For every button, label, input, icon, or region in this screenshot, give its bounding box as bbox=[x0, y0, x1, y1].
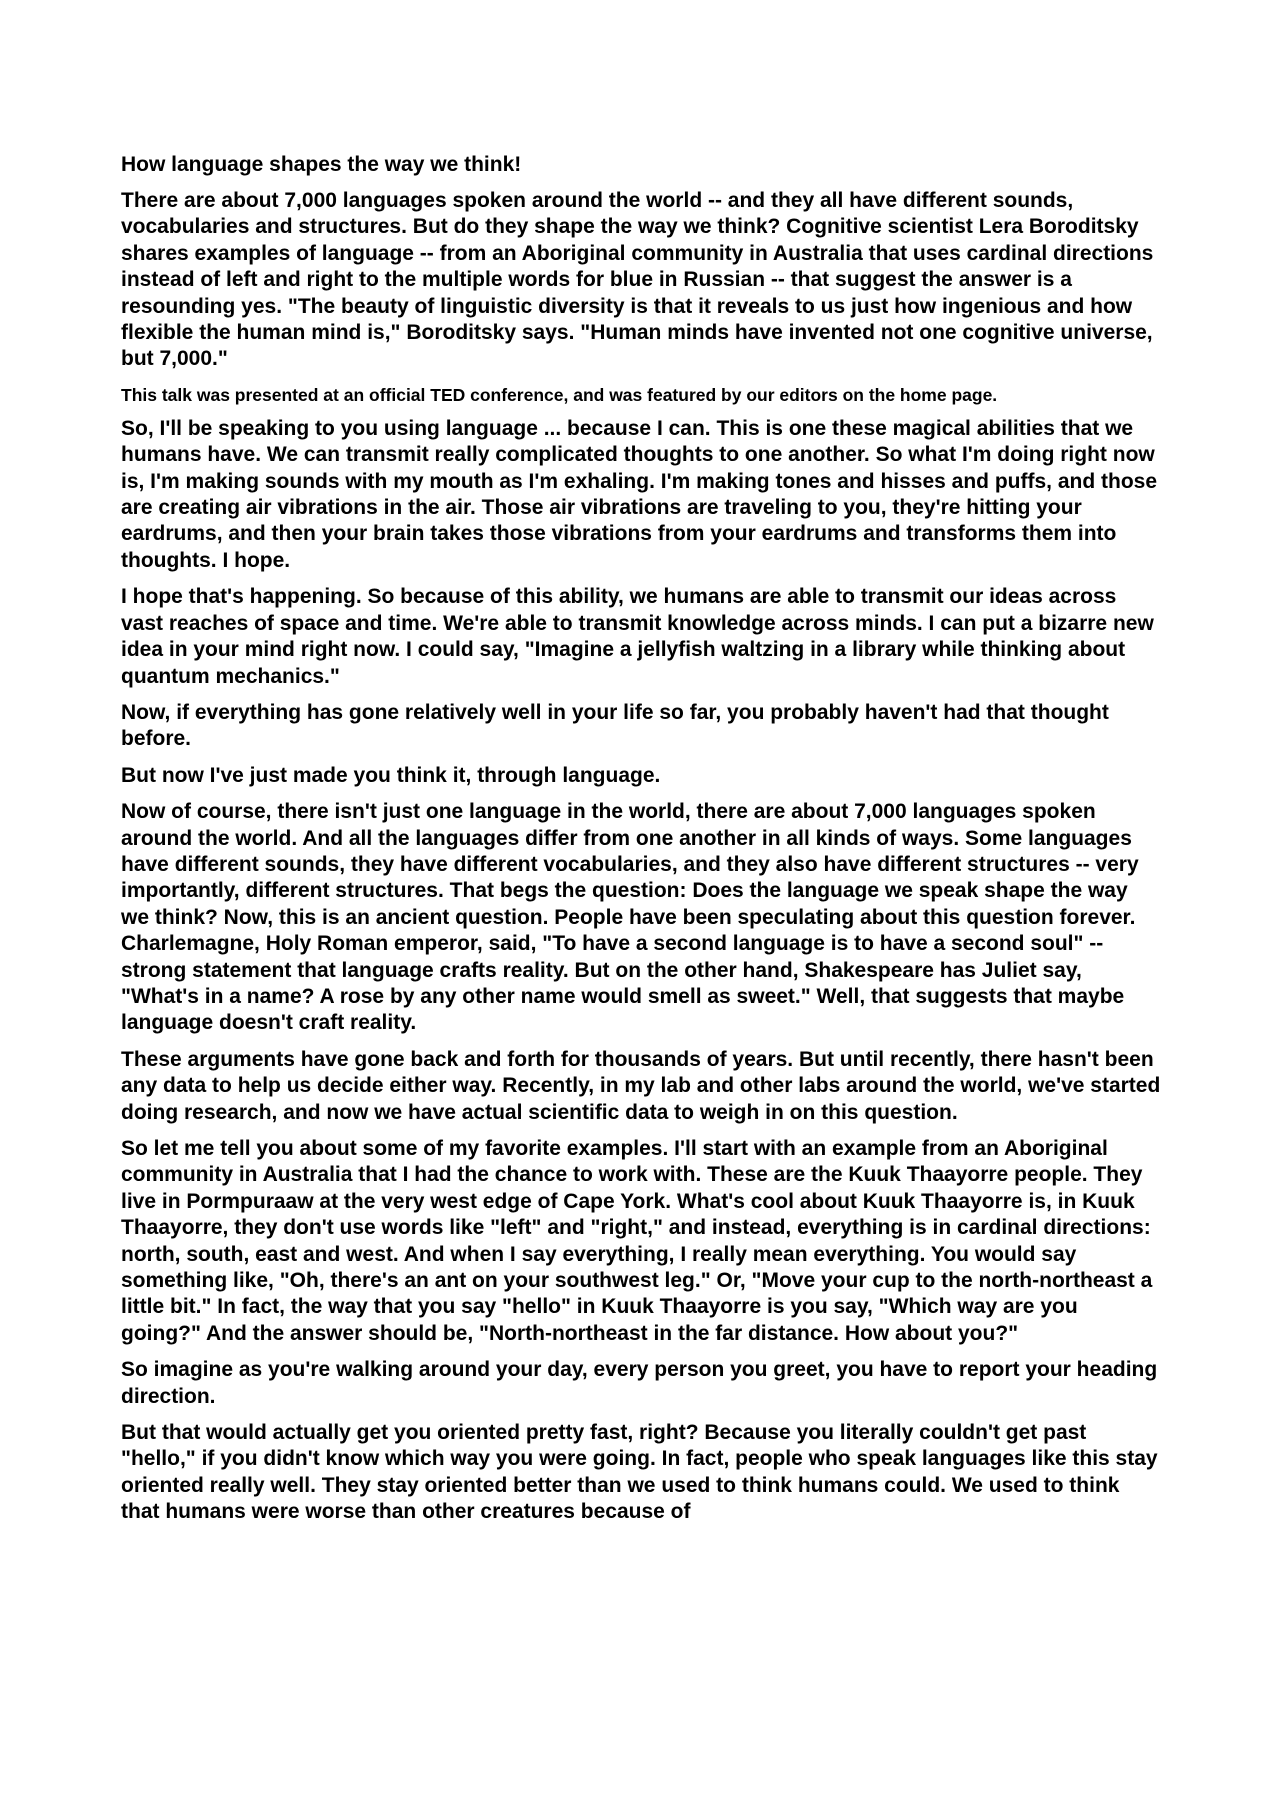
document-page bbox=[121, 151, 1161, 1536]
paragraph: So let me tell you about some of my favorite examples. I'll start with an example from an Aboriginal community in Australia that I had the chance to work with. These are the Kuuk Thaayorre people. They live in Pormpuraaw at the very west edge of Cape York. What's cool about Kuuk Thaayorre is, in Kuuk Thaayorre, they don't use words like "left" and "right," and instead, everything is in cardinal directions: north, south, east and west. And when I say everything, I really mean everything. You would say something like, "Oh, there's an ant on your southwest leg." Or, "Move your cup to the north-northeast a little bit." In fact, the way that you say "hello" in Kuuk Thaayorre is you say, "Which way are you going?" And the answer should be, "North-northeast in the far distance. How about you?" bbox=[121, 1137, 1153, 1345]
paragraph: I hope that's happening. So because of this ability, we humans are able to transmit our ideas across vast reaches of space and time. We're able to transmit knowledge across minds. I can put a bizarre new idea in your mind right now. I could say, "Imagine a jellyfish waltzing in a library while thinking about quantum mechanics." bbox=[121, 585, 1154, 688]
ted-note: This talk was presented at an official TED conference, and was featured by our editors on the home page. bbox=[121, 384, 998, 405]
paragraph: These arguments have gone back and forth for thousands of years. But until recently, there hasn't been any data to help us decide either way. Recently, in my lab and other labs around the world, we've started doing research, and now we have actual scientific data to weigh in on this question. bbox=[121, 1047, 1161, 1124]
paragraph: So imagine as you're walking around your day, every person you greet, you have to report your heading direction. bbox=[121, 1358, 1158, 1408]
document-title: How language shapes the way we think! bbox=[121, 153, 522, 176]
paragraph: Now of course, there isn't just one language in the world, there are about 7,000 languages spoken around the world. And all the languages differ from one another in all kinds of ways. Some languages have different sounds, they have different vocabularies, and they also have different structures -- very importantly, different structures. That begs the question: Does the language we speak shape the way we think? Now, this is an ancient question. People have been speculating about this question forever. Charlemagne, Holy Roman emperor, said, "To have a second language is to have a second soul" -- strong statement that language crafts reality. But on the other hand, Shakespeare has Juliet say, "What's in a name? A rose by any other name would smell as sweet." Well, that suggests that maybe language doesn't craft reality. bbox=[121, 800, 1139, 1035]
paragraph: So, I'll be speaking to you using language ... because I can. This is one these magical abilities that we humans have. We can transmit really complicated thoughts to one another. So what I'm doing right now is, I'm making sounds with my mouth as I'm exhaling. I'm making tones and hisses and puffs, and those are creating air vibrations in the air. Those air vibrations are traveling to you, they're hitting your eardrums, and then your brain takes those vibrations from your eardrums and transforms them into thoughts. I hope. bbox=[121, 416, 1158, 572]
paragraph: But now I've just made you think it, through language. bbox=[121, 763, 661, 787]
paragraph: Now, if everything has gone relatively well in your life so far, you probably haven't had that thought before. bbox=[121, 700, 1109, 751]
paragraph: But that would actually get you oriented pretty fast, right? Because you literally couldn't get past "hello," if you didn't know which way you were going. In fact, people who speak languages like this stay oriented really well. They stay oriented better than we used to think humans could. We used to think that humans were worse than other creatures because of bbox=[121, 1421, 1158, 1524]
talk-summary: There are about 7,000 languages spoken around the world -- and they all have different sounds, vocabularies and structures. But do they shape the way we think? Cognitive scientist Lera Boroditsky shares examples of language -- from an Aboriginal community in Australia that uses cardinal directions instead of left and right to the multiple words for blue in Russian -- that suggest the answer is a resounding yes. "The beauty of linguistic diversity is that it reveals to us just how ingenious and how flexible the human mind is," Boroditsky says. "Human minds have invented not one cognitive universe, but 7,000." bbox=[121, 189, 1154, 371]
